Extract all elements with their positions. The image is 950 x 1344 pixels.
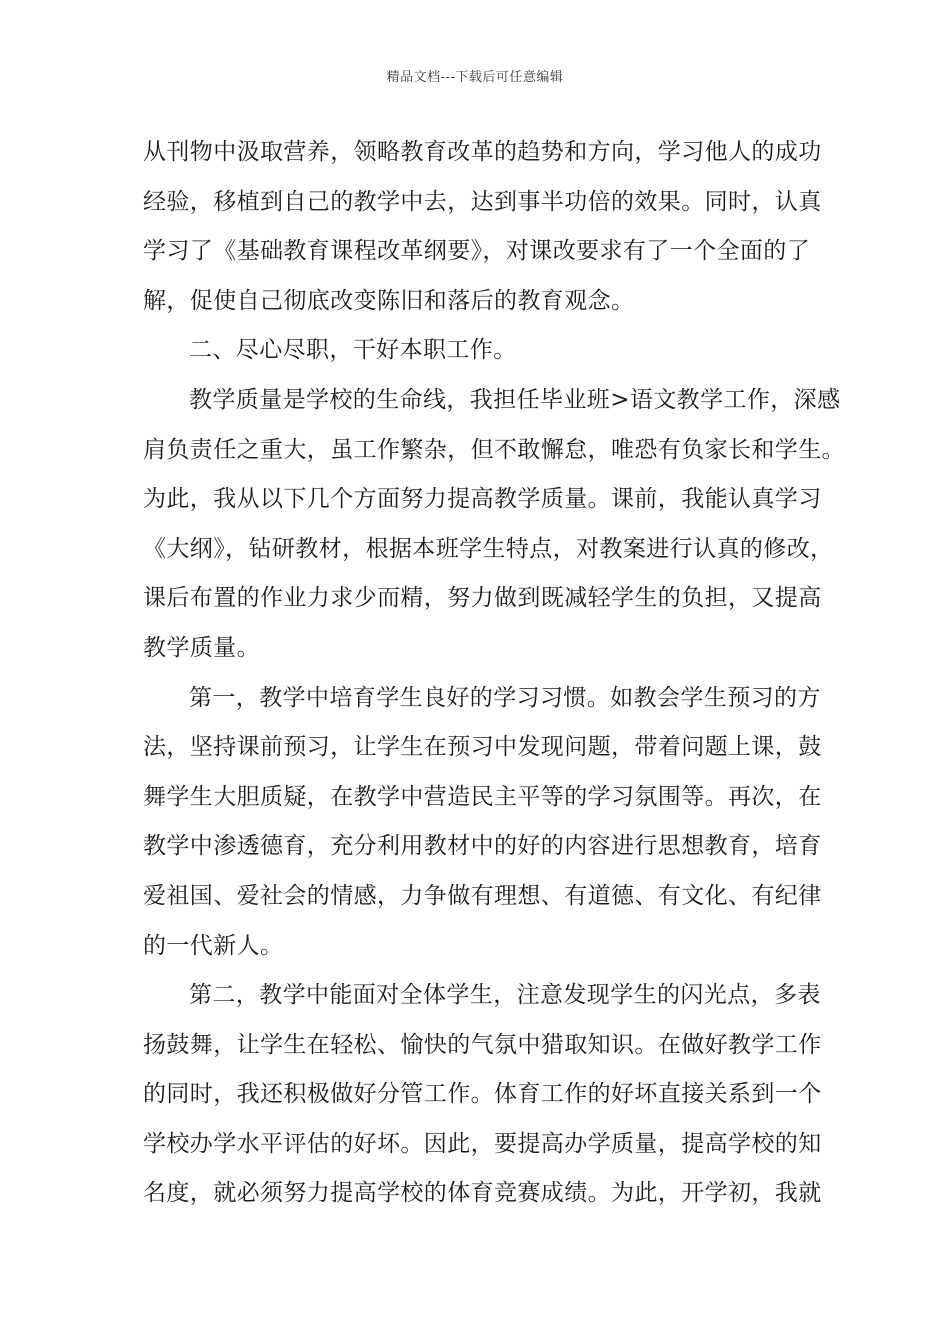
text-line: 扬鼓舞，让学生在轻松、愉快的气氛中猎取知识。在做好教学工作 <box>143 1031 822 1058</box>
text-line: 第二，教学中能面对全体学生，注意发现学生的闪光点，多表 <box>189 982 821 1009</box>
text-line: 第一，教学中培育学生良好的学习习惯。如教会学生预习的方 <box>189 684 821 711</box>
text-line: 名度，就必须努力提高学校的体育竞赛成绩。为此，开学初，我就 <box>143 1180 822 1207</box>
text-line: 教学质量。 <box>143 634 260 661</box>
text-line: 学校办学水平评估的好坏。因此，要提高办学质量，提高学校的知 <box>143 1130 822 1157</box>
text-line: 从刊物中汲取营养，领略教育改革的趋势和方向，学习他人的成功 <box>143 139 822 165</box>
page-header: 精品文档---下载后可任意编辑 <box>386 70 564 85</box>
text-line: 《大纲》，钻研教材，根据本班学生特点，对教案进行认真的修改， <box>143 535 834 562</box>
text-line: 舞学生大胆质疑，在教学中营造民主平等的学习氛围等。再次，在 <box>143 783 822 810</box>
document-body <box>143 128 845 1219</box>
section-heading: 二、尽心尽职，干好本职工作。 <box>189 337 517 364</box>
text-line: 爱祖国、爱社会的情感，力争做有理想、有道德、有文化、有纪律 <box>143 882 822 909</box>
text-line: 教学质量是学校的生命线，我担任毕业班>语文教学工作，深感 <box>189 386 841 413</box>
text-line: 学习了《基础教育课程改革纲要》，对课改要求有了一个全面的了 <box>143 238 811 265</box>
text-line: 法，坚持课前预习，让学生在预习中发现问题，带着问题上课，鼓 <box>143 734 822 761</box>
text-line: 课后布置的作业力求少而精，努力做到既减轻学生的负担，又提高 <box>143 585 822 612</box>
text-line: 教学中渗透德育，充分利用教材中的好的内容进行思想教育，培育 <box>143 833 822 860</box>
text-line: 经验，移植到自己的教学中去，达到事半功倍的效果。同时，认真 <box>143 188 822 215</box>
text-line: 的一代新人。 <box>143 932 284 959</box>
text-line: 的同时，我还积极做好分管工作。体育工作的好坏直接关系到一个 <box>143 1081 822 1108</box>
text-line: 肩负责任之重大，虽工作繁杂，但不敢懈怠，唯恐有负家长和学生。 <box>143 436 845 463</box>
text-line: 为此，我从以下几个方面努力提高教学质量。课前，我能认真学习 <box>143 486 822 513</box>
text-line: 解，促使自己彻底改变陈旧和落后的教育观念。 <box>143 287 635 314</box>
